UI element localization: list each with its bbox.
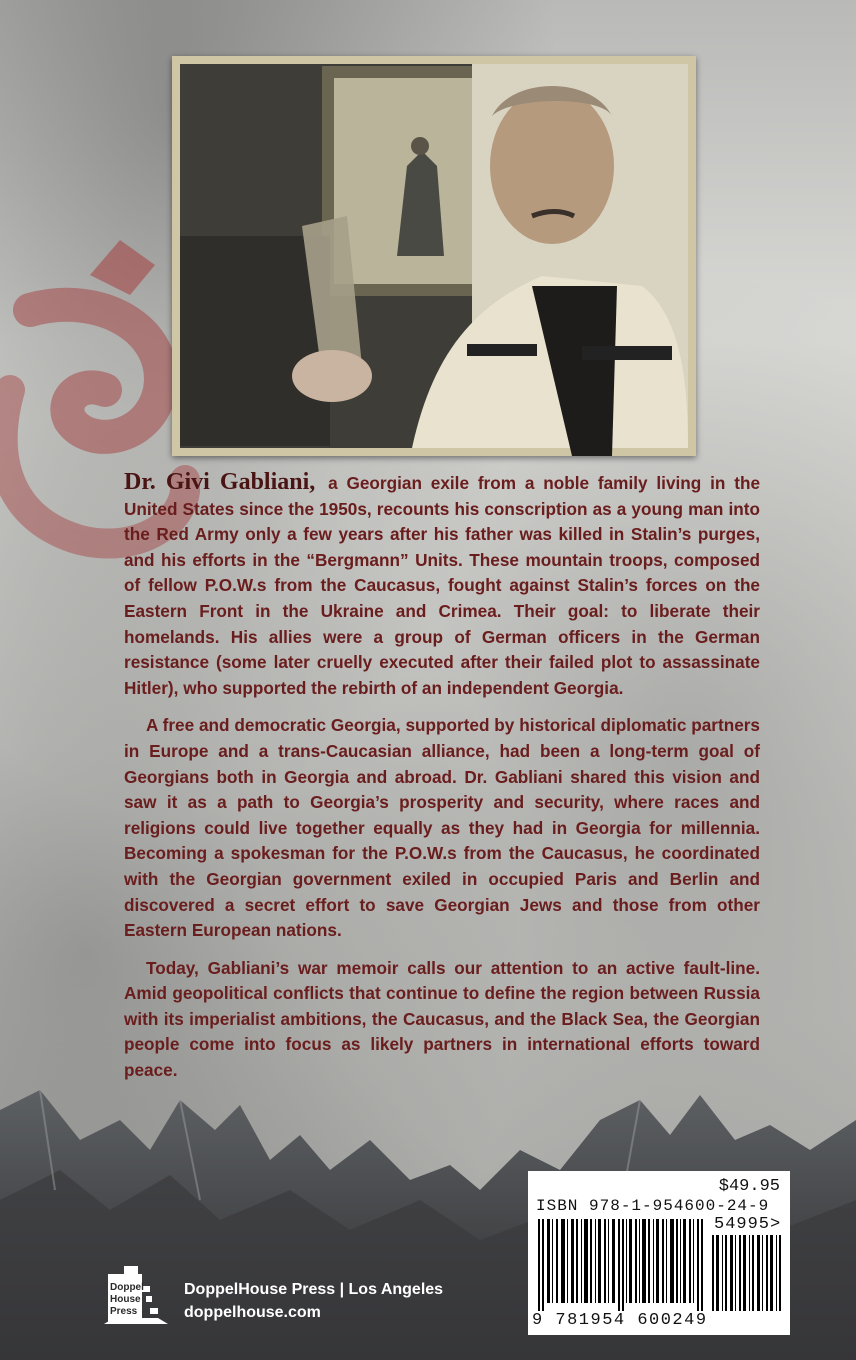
isbn-label: ISBN 978-1-954600-24-9 xyxy=(536,1197,770,1215)
ean-number: 9 781954 600249 xyxy=(532,1311,708,1330)
paragraph-1 xyxy=(124,470,760,701)
isbn-barcode xyxy=(528,1171,790,1335)
addon-bars xyxy=(712,1235,782,1311)
author-name: Dr. Givi Gabliani, xyxy=(124,469,316,495)
publisher-url: doppelhouse.com xyxy=(184,1304,321,1321)
author-photograph xyxy=(172,56,696,456)
publisher-logo xyxy=(94,1262,170,1332)
paragraph-3: Today, Gabliani’s war memoir calls our attention to an active fault-line. Amid geopolitical conflicts that continue to define the region between Russia with its imperialist ambitions, the Caucasus, and the Black Sea, the Georgian people come into focus as likely partners in international efforts toward peace. xyxy=(124,957,760,1081)
logo-text-3: Press xyxy=(110,1306,138,1317)
publisher-name: DoppelHouse Press | Los Angeles xyxy=(184,1281,444,1298)
price-label: $49.95 xyxy=(718,1177,780,1196)
ean-bars xyxy=(538,1219,706,1311)
paragraph-2: A free and democratic Georgia, supported by historical diplomatic partners in Europe and a trans-Caucasian alliance, had been a long-term goal of Georgians both in Georgia and abroad. Dr. Gabliani shared this vision and saw it as a path to Georgia’s prosperity and security, where races and religions could live together equally as they had in Georgia for millennia. Becoming a spokesman for the P.O.W.s from the Caucasus, he coordinated with the Georgian government exiled in occupied Paris and Berlin and discovered a secret effort to save Georgian Jews and those from other Eastern European nations. xyxy=(124,715,760,941)
description-text xyxy=(124,470,760,1096)
logo-text-2: House xyxy=(110,1294,141,1305)
paragraph-1-text: a Georgian exile from a noble family living in the United States since the 1950s, recounts his conscription as a young man into the Red Army only a few years after his father was killed in Stalin’s purges, and his efforts in the “Bergmann” Units. These mountain troops, composed of fellow P.O.W.s from the Caucasus, fought against Stalin’s forces on the Eastern Front in the Ukraine and Crimea. Their goal: to liberate their homelands. His allies were a group of German officers in the German resistance (some later cruelly executed after their failed plot to assassinate Hitler), who supported the rebirth of an independent Georgia. xyxy=(124,473,761,698)
addon-code: 54995> xyxy=(714,1215,782,1234)
logo-text-1: Doppel xyxy=(110,1282,144,1293)
